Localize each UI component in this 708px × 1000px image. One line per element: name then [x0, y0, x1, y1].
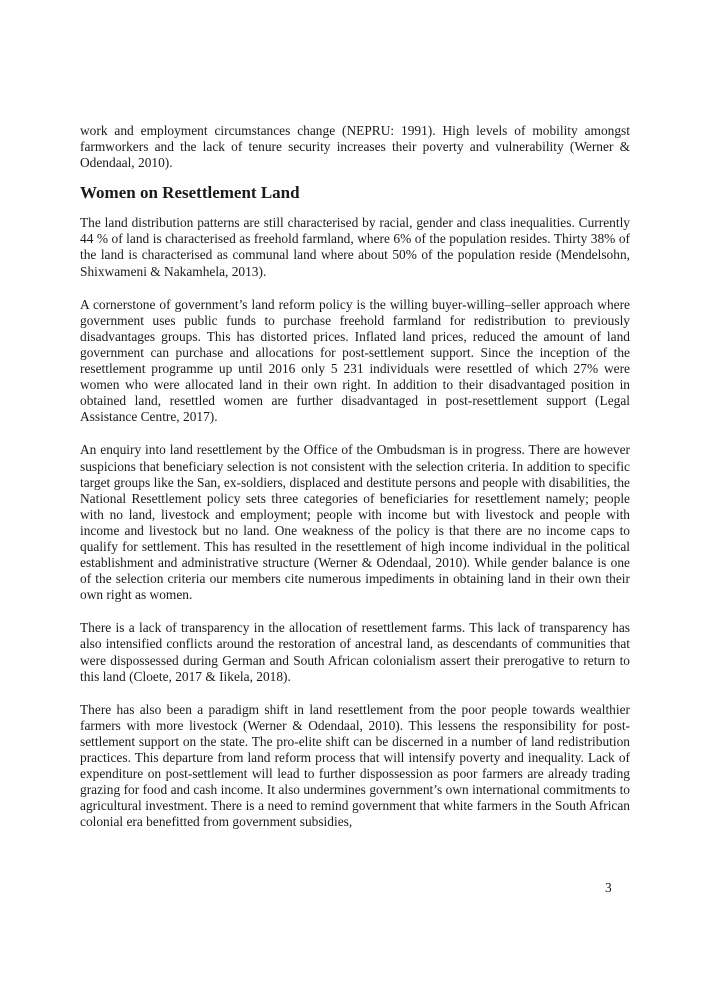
body-paragraph-3: An enquiry into land resettlement by the Office of the Ombudsman is in progress. There are however suspicions that beneficiary selection is not consistent with the selection criteria. In addition to specific target groups like the San, ex-soldiers, displaced and destitute persons and people with disabilities, the National Resettlement policy sets three categories of beneficiaries for resettlement namely; people with no land, livestock and employment; people with income but with livestock and people with income and livestock but no land. One weakness of the policy is that there are no income caps to qualify for settlement. This has resulted in the resettlement of high income individual in the political establishment and administrative structure (Werner & Odendaal, 2010). While gender balance is one of the selection criteria our members cite numerous impediments in obtaining land in their own their own right as women. — [80, 442, 630, 603]
body-paragraph-1: The land distribution patterns are still characterised by racial, gender and class inequalities. Currently 44 % of land is characterised as freehold farmland, where 6% of the population resides. Thirty 38% of the land is characterised as communal land where about 50% of the population reside (Mendelsohn, Shixwameni & Nakamhela, 2013). — [80, 215, 630, 279]
body-paragraph-4: There is a lack of transparency in the allocation of resettlement farms. This lack of transparency has also intensified conflicts around the restoration of ancestral land, as descendants of communities that were dispossessed during German and South African colonialism assert their prerogative to return to this land (Cloete, 2017 & Iikela, 2018). — [80, 620, 630, 684]
document-body — [80, 123, 630, 830]
intro-paragraph: work and employment circumstances change (NEPRU: 1991). High levels of mobility amongst farmworkers and the lack of tenure security increases their poverty and vulnerability (Werner & Odendaal, 2010). — [80, 123, 630, 171]
body-paragraph-5: There has also been a paradigm shift in land resettlement from the poor people towards wealthier farmers with more livestock (Werner & Odendaal, 2010). This lessens the responsibility for post-settlement support on the state. The pro-elite shift can be discerned in a number of land redistribution practices. This departure from land reform process that will intensify poverty and inequality. Lack of expenditure on post-settlement will lead to further dispossession as poor farmers are already trading grazing for food and cash income. It also undermines government’s own international commitments to agricultural investment. There is a need to remind government that white farmers in the South African colonial era benefitted from government subsidies, — [80, 701, 630, 830]
page-number: 3 — [605, 880, 612, 895]
body-paragraph-2: A cornerstone of government’s land reform policy is the willing buyer-willing–seller approach where government uses public funds to purchase freehold farmland for redistribution to previously disadvantages groups. This has distorted prices. Inflated land prices, reduced the amount of land government can purchase and allocations for post-settlement support. Since the inception of the resettlement programme up until 2016 only 5 231 individuals were resettled of which 27% were women who were allocated land in their own right. In addition to their disadvantaged position in obtained land, resettled women are further disadvantaged in post-resettlement support (Legal Assistance Centre, 2017). — [80, 296, 630, 425]
section-heading: Women on Resettlement Land — [80, 183, 300, 203]
